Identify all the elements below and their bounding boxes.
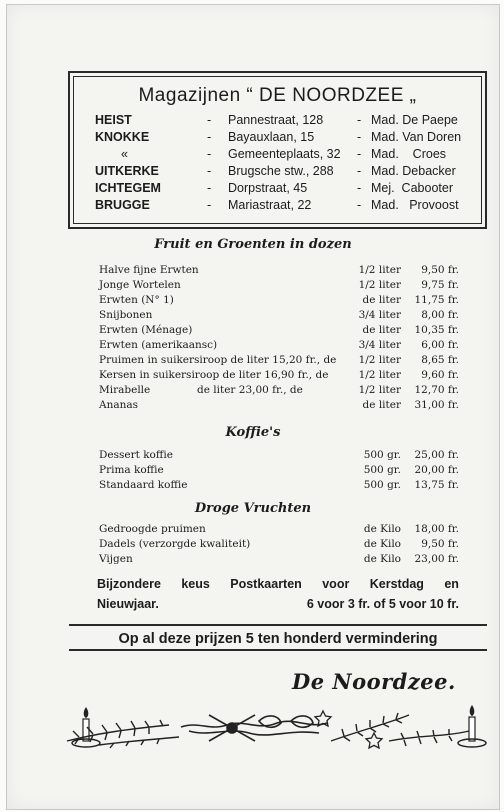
postcards-word: en [444, 577, 459, 591]
item-price: 9,50 fr. [421, 538, 459, 550]
separator: - [207, 181, 212, 195]
separator: - [357, 147, 362, 161]
list-item [99, 294, 459, 309]
item-price: 11,75 fr. [414, 294, 459, 306]
list-item [99, 309, 459, 324]
item-name: Erwten (Ménage) [99, 324, 193, 336]
list-item [99, 279, 459, 294]
item-quantity: 500 gr. [363, 479, 401, 491]
branch-row [95, 147, 471, 164]
item-quantity: 1/2 liter [358, 369, 401, 381]
item-name: Gedroogde pruimen [99, 523, 206, 535]
item-name: Mirabelle de liter 23,00 fr., de [99, 384, 303, 396]
list-item [99, 538, 459, 553]
item-quantity: 3/4 liter [358, 309, 401, 321]
section-title-coffee: Koffie's [225, 425, 281, 440]
list-item [99, 464, 459, 479]
separator: - [207, 130, 212, 144]
list-item [99, 523, 459, 538]
branch-city: UITKERKE [95, 164, 159, 178]
item-name: Dessert koffie [99, 449, 173, 461]
separator: - [207, 198, 212, 212]
separator: - [207, 147, 212, 161]
postcards-line-2 [97, 597, 459, 611]
item-quantity: de Kilo [363, 523, 401, 535]
item-name: Erwten (amerikaansc) [99, 339, 218, 351]
list-item [99, 264, 459, 279]
item-price: 9,50 fr. [421, 264, 459, 276]
item-price: 23,00 fr. [414, 553, 459, 565]
item-price: 18,00 fr. [414, 523, 459, 535]
section-title-fruit: Fruit en Groenten in dozen [154, 237, 352, 252]
branch-city: ICHTEGEM [95, 181, 161, 195]
item-name: Pruimen in suikersiroop de liter 15,20 fr., de [99, 354, 337, 366]
postcards-word: keus [181, 577, 210, 591]
branch-street: Gemeenteplaats, 32 [228, 147, 341, 161]
item-price: 20,00 fr. [414, 464, 459, 476]
item-name: Prima koffie [99, 464, 164, 476]
item-name: Jonge Wortelen [99, 279, 181, 291]
branch-street: Brugsche stw., 288 [228, 164, 334, 178]
list-item [99, 479, 459, 494]
branch-street: Pannestraat, 128 [228, 113, 324, 127]
item-quantity: de Kilo [363, 538, 401, 550]
item-name: Ananas [99, 399, 139, 411]
list-item [99, 324, 459, 339]
item-price: 6,00 fr. [421, 339, 459, 351]
item-quantity: 1/2 liter [358, 264, 401, 276]
list-item [99, 384, 459, 399]
separator: - [357, 181, 362, 195]
branch-keeper: Mad. Van Doren [371, 130, 462, 144]
item-quantity: 3/4 liter [358, 339, 401, 351]
section-title-dried-fruit: Droge Vruchten [194, 501, 312, 516]
item-quantity: de Kilo [363, 553, 401, 565]
separator: - [207, 113, 212, 127]
separator: - [357, 130, 362, 144]
branch-city: « [121, 147, 128, 161]
item-price: 12,70 fr. [414, 384, 459, 396]
branch-city: KNOKKE [95, 130, 150, 144]
shop-title: Magazijnen “ DE NOORDZEE „ [138, 85, 417, 106]
branch-city: HEIST [95, 113, 132, 127]
item-price: 9,60 fr. [421, 369, 459, 381]
branch-keeper: Mad. Croes [371, 147, 447, 161]
christmas-garland-icon [59, 701, 499, 759]
item-name: Erwten (N° 1) [99, 294, 174, 306]
item-quantity: de liter [362, 399, 401, 411]
separator: - [357, 113, 362, 127]
shop-header-box [68, 71, 487, 229]
branch-row [95, 181, 471, 198]
list-item [99, 449, 459, 464]
item-price: 8,65 fr. [421, 354, 459, 366]
item-quantity: 1/2 liter [358, 384, 401, 396]
item-name: Vijgen [99, 553, 133, 565]
branch-street: Mariastraat, 22 [228, 198, 312, 212]
discount-notice: Op al deze prijzen 5 ten honderd vermindering [118, 631, 438, 647]
signature: De Noordzee. [292, 669, 456, 694]
item-name: Kersen in suikersiroop de liter 16,90 fr., de [99, 369, 329, 381]
postcards-word: Postkaarten [230, 577, 302, 591]
branch-keeper: Mad. Debacker [371, 164, 456, 178]
item-price: 10,35 fr. [414, 324, 459, 336]
postcards-word: Bijzondere [97, 577, 161, 591]
postcards-offer: 6 voor 3 fr. of 5 voor 10 fr. [306, 597, 459, 611]
postcards-word: Kerstdag [369, 577, 424, 591]
item-quantity: 500 gr. [363, 464, 401, 476]
separator: - [357, 198, 362, 212]
branch-row [95, 164, 471, 181]
flyer-sheet [6, 4, 500, 810]
item-name: Halve fijne Erwten [99, 264, 199, 276]
list-item [99, 369, 459, 384]
separator: - [357, 164, 362, 178]
list-item [99, 339, 459, 354]
item-name: Snijbonen [99, 309, 153, 321]
postcards-new-year: Nieuwjaar. [97, 597, 159, 611]
branch-street: Dorpstraat, 45 [228, 181, 308, 195]
branch-row [95, 113, 471, 130]
item-quantity: 1/2 liter [358, 354, 401, 366]
list-item [99, 399, 459, 414]
branch-row [95, 130, 471, 147]
branch-keeper: Mej. Cabooter [371, 181, 453, 195]
item-quantity: de liter [362, 324, 401, 336]
item-quantity: de liter [362, 294, 401, 306]
item-price: 31,00 fr. [414, 399, 459, 411]
separator: - [207, 164, 212, 178]
branch-keeper: Mad. De Paepe [371, 113, 458, 127]
list-item [99, 354, 459, 369]
item-price: 9,75 fr. [421, 279, 459, 291]
branch-street: Bayauxlaan, 15 [228, 130, 315, 144]
divider-top [69, 624, 487, 626]
item-name: Dadels (verzorgde kwaliteit) [99, 538, 251, 550]
item-quantity: 1/2 liter [358, 279, 401, 291]
branch-row [95, 198, 471, 215]
item-quantity: 500 gr. [363, 449, 401, 461]
postcards-notice [97, 577, 459, 611]
item-price: 13,75 fr. [414, 479, 459, 491]
branch-keeper: Mad. Provoost [371, 198, 459, 212]
item-price: 8,00 fr. [421, 309, 459, 321]
list-item [99, 553, 459, 568]
divider-bottom [69, 649, 487, 651]
item-price: 25,00 fr. [414, 449, 459, 461]
postcards-line-1 [97, 577, 459, 591]
candle-icon [458, 705, 486, 747]
postcards-word: voor [322, 577, 350, 591]
item-name: Standaard koffie [99, 479, 188, 491]
branch-city: BRUGGE [95, 198, 150, 212]
